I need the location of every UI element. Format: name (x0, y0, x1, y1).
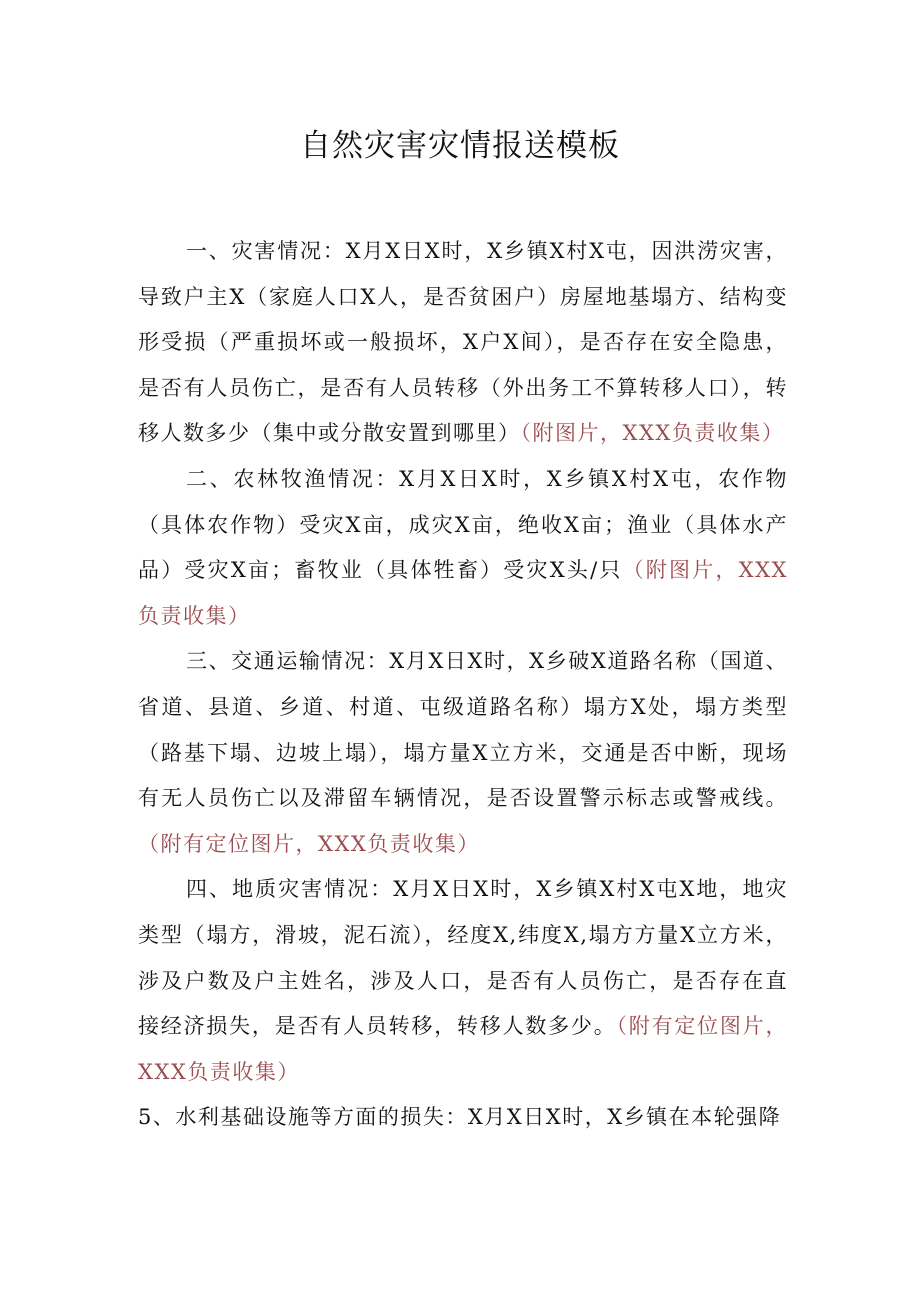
paragraph-text: 一、灾害情况：X月X日X时，X乡镇X村X屯，因洪涝灾害，导致户主X（家庭人口X人，是否贫困户）房屋地基塌方、结构变形受损（严重损坏或一般损坏，X户X间），是否存在安全隐患，是否有人员伤亡，是否有人员转移（外出务工不算转移人口），转移人数多少（集中或分散安置到哪里） (138, 239, 788, 446)
document-body (138, 229, 788, 1141)
paragraph-text: 三、交通运输情况：X月X日X时，X乡破X道路名称（国道、省道、县道、乡道、村道、屯级道路名称）塌方X处，塌方类型（路基下塌、边坡上塌），塌方量X立方米，交通是否中断，现场有无人员伤亡以及滞留车辆情况，是否设置警示标志或警戒线。 (138, 649, 788, 811)
paragraph-text: 5、水利基础设施等方面的损失：X月X日X时，X乡镇在本轮强降 (138, 1105, 782, 1130)
paragraph-note: （附有定位图片，XXX负责收集） (138, 1014, 788, 1084)
paragraph-note: （附图片，XXX负责收集） (138, 558, 788, 628)
document-title: 自然灾害灾情报送模板 (300, 128, 620, 164)
paragraph-text: 四、地质灾害情况：X月X日X时，X乡镇X村X屯X地，地灾类型（塌方，滑坡，泥石流），经度X,纬度X,塌方方量X立方米，涉及户数及户主姓名，涉及人口，是否有人员伤亡，是否存在直接经济损失，是否有人员转移，转移人数多少。 (138, 877, 788, 1039)
paragraph-water-infrastructure (138, 1095, 788, 1141)
paragraph-transport-situation (138, 639, 788, 867)
paragraph-text: 二、农林牧渔情况：X月X日X时，X乡镇X村X屯，农作物（具体农作物）受灾X亩，成灾X亩，绝收X亩；渔业（具体水产品）受灾X亩；畜牧业（具体牲畜）受灾X头/只 (138, 466, 788, 583)
paragraph-agriculture-situation (138, 457, 788, 639)
paragraph-note: （附有定位图片，XXX负责收集） (138, 831, 480, 856)
paragraph-disaster-situation (138, 229, 788, 457)
paragraph-note: （附图片，XXX负责收集） (520, 421, 785, 446)
paragraph-geological-situation (138, 867, 788, 1095)
